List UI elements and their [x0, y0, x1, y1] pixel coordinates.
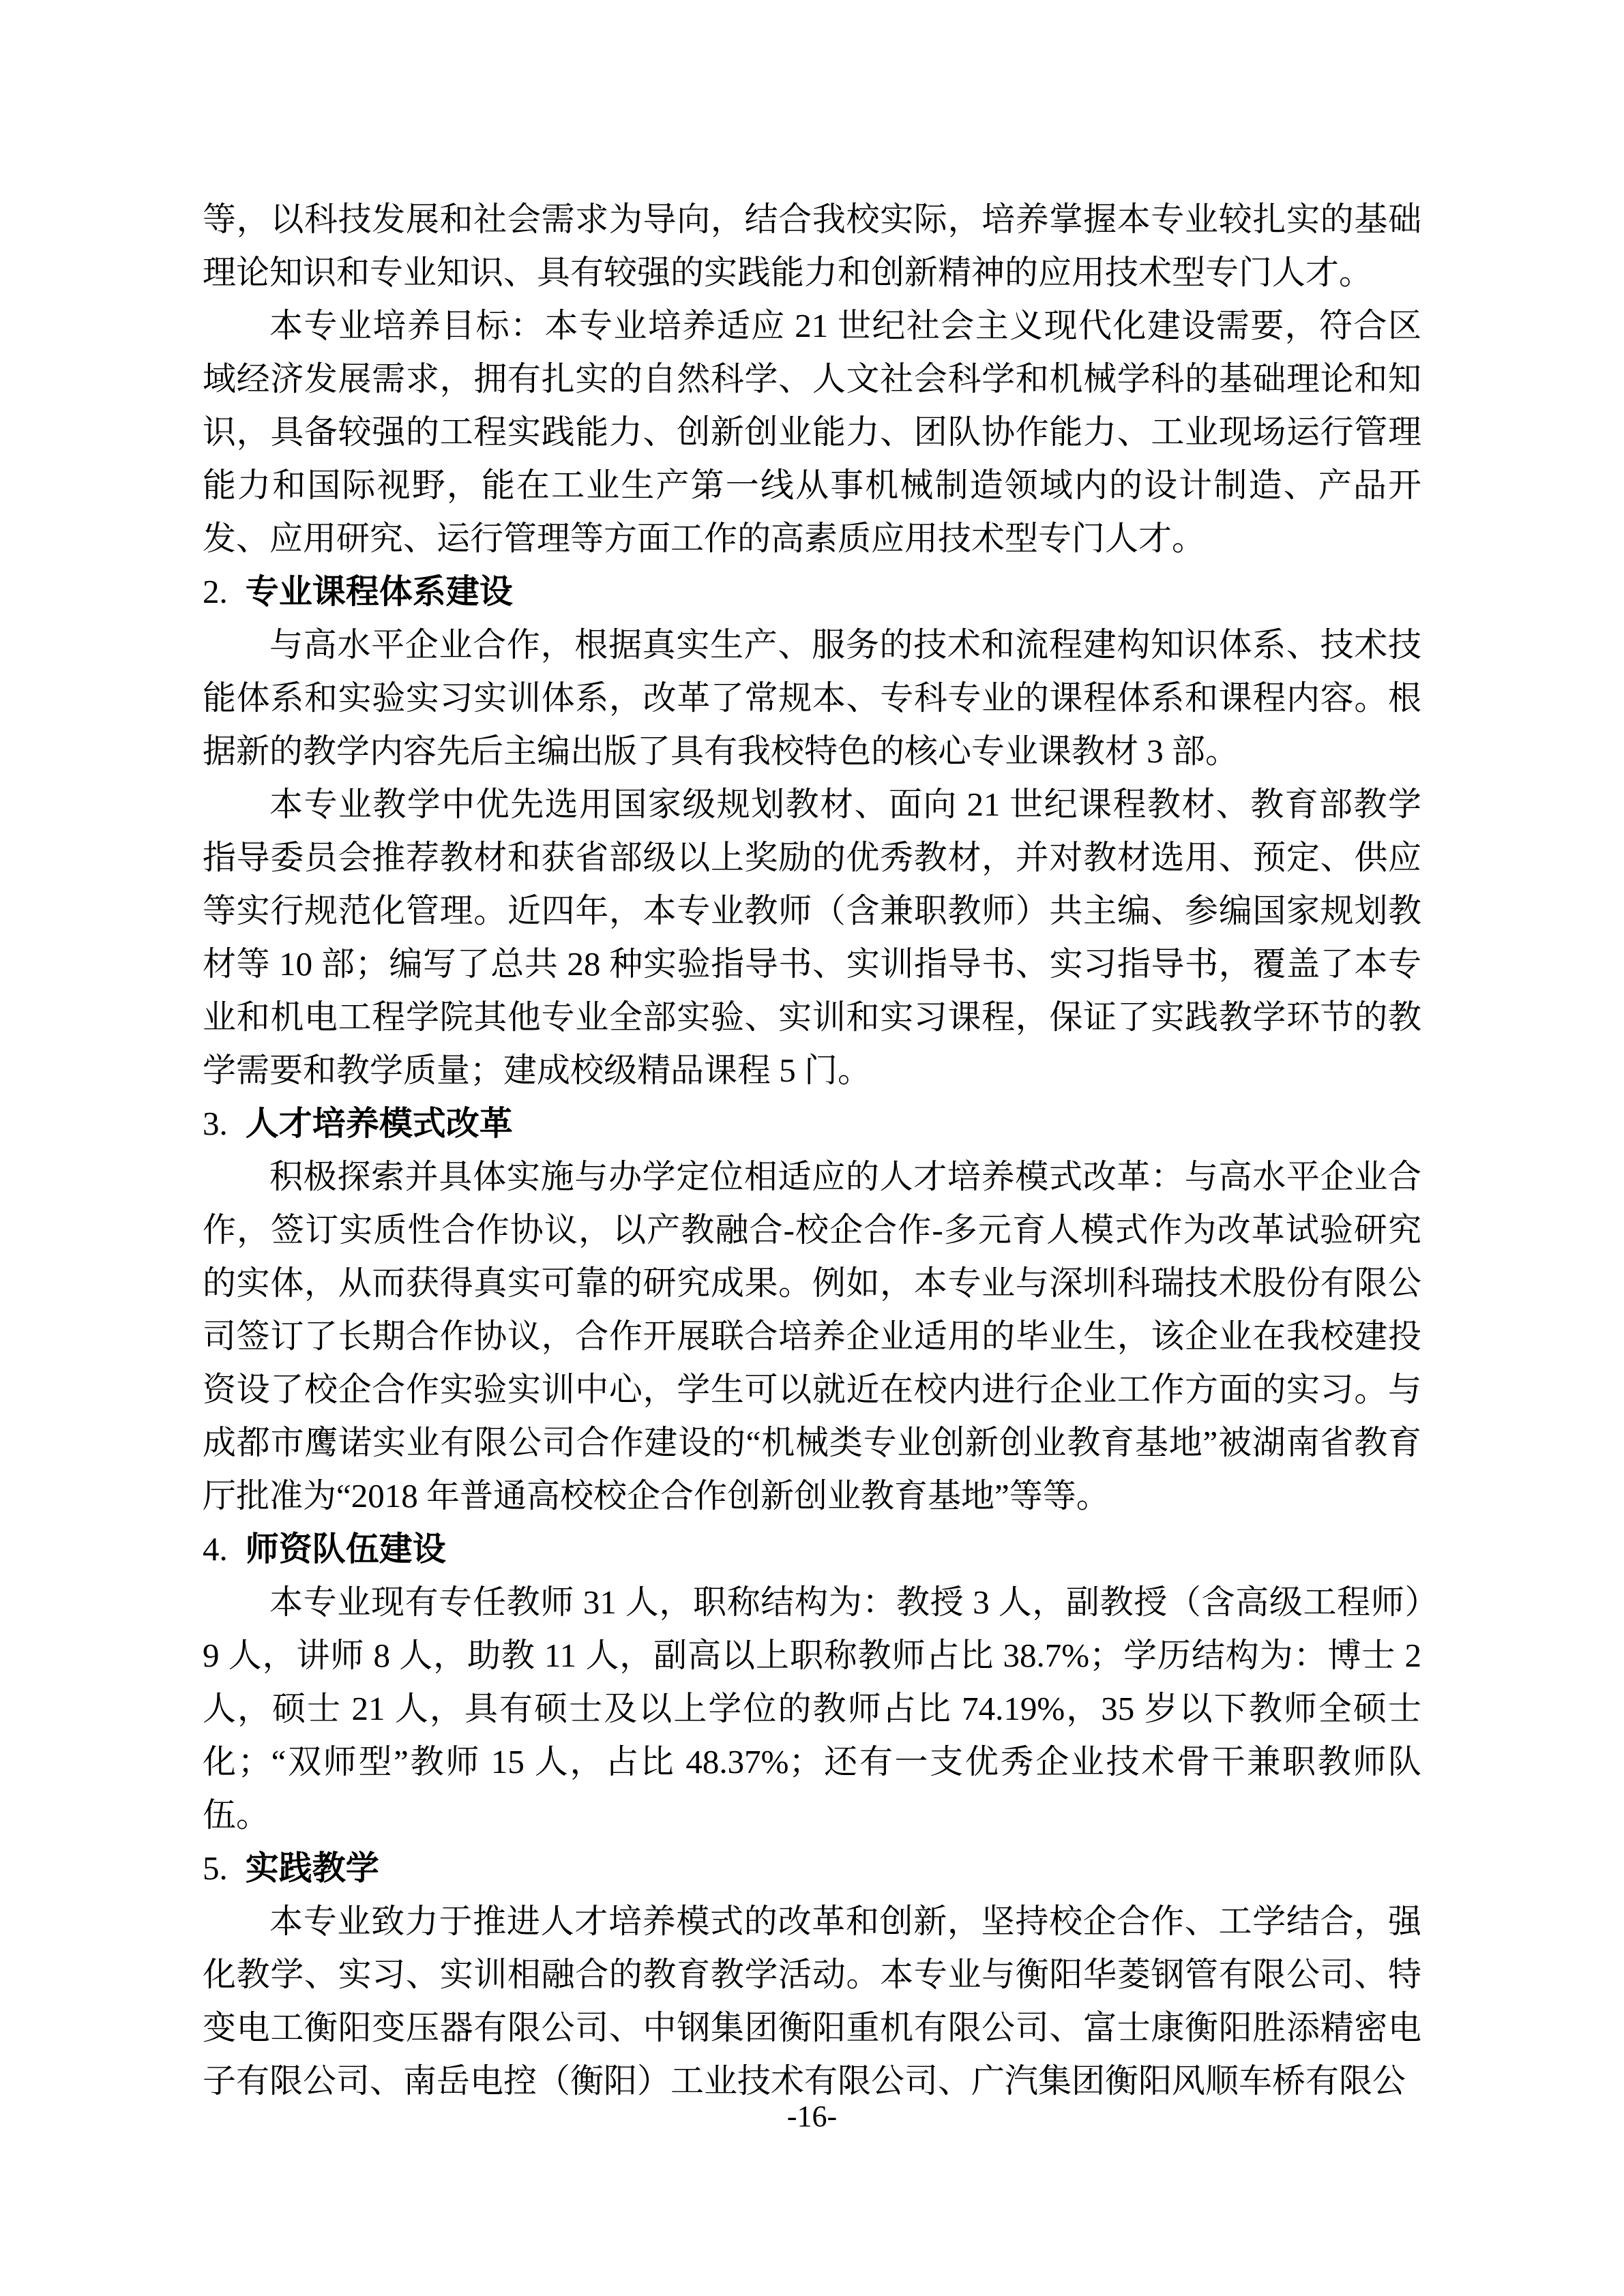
paragraph-curriculum-2: 本专业教学中优先选用国家级规划教材、面向 21 世纪课程教材、教育部教学指导委员会推荐教材和获省部级以上奖励的优秀教材，并对教材选用、预定、供应等实行规范化管理。近四年，本专业教师（含兼职教师）共主编、参编国家规划教材等 10 部；编写了总共 28 种实验指导书、实训指导书、实习指导书，覆盖了本专业和机电工程学院其他专业全部实验、实训和实习课程，保证了实践教学环节的教学需要和教学质量；建成校级精品课程 5 门。: [203, 786, 1421, 1089]
section-number: 4.: [203, 1530, 228, 1568]
section-heading-talent-model: [203, 1097, 1421, 1150]
paragraph-talent-model: 积极探索并具体实施与办学定位相适应的人才培养模式改革：与高水平企业合作，签订实质性合作协议，以产教融合-校企合作-多元育人模式作为改革试验研究的实体，从而获得真实可靠的研究成果。例如，本专业与深圳科瑞技术股份有限公司签订了长期合作协议，合作开展联合培养企业适用的毕业生，该企业在我校建投资设了校企合作实验实训中心，学生可以就近在校内进行企业工作方面的实习。与成都市鹰诺实业有限公司合作建设的“机械类专业创新创业教育基地”被湖南省教育厅批准为“2018 年普通高校校企合作创新创业教育基地”等等。: [203, 1158, 1421, 1515]
section-heading-practice-teaching: [203, 1842, 1421, 1895]
document-body: [203, 193, 1421, 2108]
paragraph-training-objective: 本专业培养目标：本专业培养适应 21 世纪社会主义现代化建设需要，符合区域经济发展需求，拥有扎实的自然科学、人文社会科学和机械学科的基础理论和知识，具备较强的工程实践能力、创新创业能力、团队协作能力、工业现场运行管理能力和国际视野，能在工业生产第一线从事机械制造领域内的设计制造、产品开发、应用研究、运行管理等方面工作的高素质应用技术型专门人才。: [203, 307, 1421, 557]
section-title: 师资队伍建设: [245, 1530, 446, 1568]
section-heading-curriculum: [203, 565, 1421, 618]
section-number: 5.: [203, 1849, 228, 1887]
paragraph-practice-teaching: 本专业致力于推进人才培养模式的改革和创新，坚持校企合作、工学结合，强化教学、实习、实训相融合的教育教学活动。本专业与衡阳华菱钢管有限公司、特变电工衡阳变压器有限公司、中钢集团衡阳重机有限公司、富士康衡阳胜添精密电子有限公司、南岳电控（衡阳）工业技术有限公司、广汽集团衡阳风顺车桥有限公: [203, 1903, 1421, 2100]
page-number: -16-: [786, 2100, 838, 2133]
paragraph-continuation: 等，以科技发展和社会需求为导向，结合我校实际，培养掌握本专业较扎实的基础理论知识和专业知识、具有较强的实践能力和创新精神的应用技术型专门人才。: [203, 200, 1421, 291]
section-title: 专业课程体系建设: [245, 572, 513, 611]
section-number: 3.: [203, 1105, 228, 1142]
paragraph-faculty: 本专业现有专任教师 31 人，职称结构为：教授 3 人，副教授（含高级工程师）9 人，讲师 8 人，助教 11 人，副高以上职称教师占比 38.7%；学历结构为：博士 2 人，硕士 21 人，具有硕士及以上学位的教师占比 74.19%，35 岁以下教师全硕士化；“双师型”教师 15 人，占比 48.37%；还有一支优秀企业技术骨干兼职教师队伍。: [203, 1583, 1421, 1834]
section-title: 实践教学: [245, 1849, 379, 1888]
section-title: 人才培养模式改革: [245, 1104, 513, 1143]
section-number: 2.: [203, 573, 228, 610]
section-heading-faculty: [203, 1523, 1421, 1576]
paragraph-curriculum-1: 与高水平企业合作，根据真实生产、服务的技术和流程建构知识体系、技术技能体系和实验实习实训体系，改革了常规本、专科专业的课程体系和课程内容。根据新的教学内容先后主编出版了具有我校特色的核心专业课教材 3 部。: [203, 626, 1421, 770]
